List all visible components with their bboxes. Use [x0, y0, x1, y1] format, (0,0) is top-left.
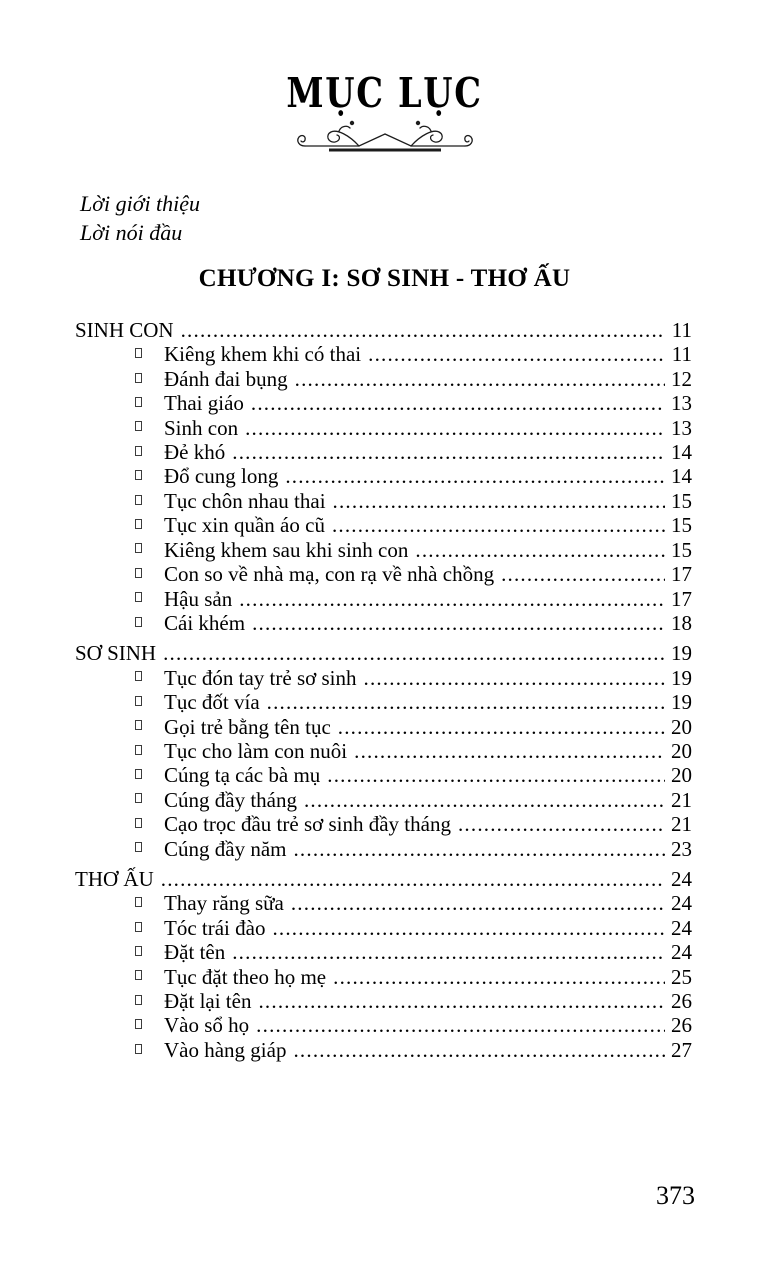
toc-item-row	[75, 342, 692, 366]
square-bullet-icon	[135, 745, 142, 755]
toc-item-row	[75, 416, 692, 440]
dot-leader	[239, 587, 665, 611]
toc-entry-label: Sinh con	[164, 415, 239, 440]
toc-entry-label: Cúng tạ các bà mụ	[164, 763, 321, 788]
toc-item-row	[75, 916, 692, 940]
dot-leader	[333, 489, 665, 513]
dot-leader	[304, 788, 665, 812]
toc-entry-label: Gọi trẻ bằng tên tục	[164, 714, 331, 739]
toc-section-row	[75, 318, 692, 342]
toc-entry-label: Cạo trọc đầu trẻ sơ sinh đầy tháng	[164, 812, 451, 837]
dot-leader	[293, 837, 665, 861]
toc-entry-label: Đánh đai bụng	[164, 366, 288, 391]
dot-leader	[232, 440, 665, 464]
toc-entry-page: 27	[671, 1037, 692, 1062]
toc-item-row	[75, 489, 692, 513]
toc-entry-label: Đặt lại tên	[164, 989, 252, 1014]
toc-item-row	[75, 891, 692, 915]
dot-leader	[333, 965, 665, 989]
toc-item-row	[75, 715, 692, 739]
toc-entry-page: 19	[671, 641, 692, 666]
table-of-contents	[75, 318, 692, 1062]
toc-entry-label: Cúng đầy năm	[164, 836, 287, 861]
dot-leader	[272, 916, 665, 940]
toc-entry-label: Kiêng khem khi có thai	[164, 342, 362, 367]
flourish-divider-icon	[0, 119, 769, 163]
square-bullet-icon	[135, 421, 142, 431]
dot-leader	[285, 464, 665, 488]
square-bullet-icon	[135, 470, 142, 480]
dot-leader	[327, 763, 665, 787]
dot-leader	[256, 1013, 665, 1037]
toc-entry-label: SINH CON	[75, 318, 174, 343]
dot-leader	[291, 891, 665, 915]
square-bullet-icon	[135, 397, 142, 407]
toc-entry-label: Đổ cung long	[164, 464, 279, 489]
square-bullet-icon	[135, 373, 142, 383]
square-bullet-icon	[135, 348, 142, 358]
toc-item-row	[75, 1013, 692, 1037]
toc-entry-label: Con so về nhà mạ, con rạ về nhà chồng	[164, 562, 495, 587]
toc-entry-label: Đặt tên	[164, 940, 226, 965]
toc-entry-label: Tục đón tay trẻ sơ sinh	[164, 665, 357, 690]
toc-entry-label: Đẻ khó	[164, 440, 226, 465]
dot-leader	[181, 318, 665, 342]
toc-entry-page: 19	[671, 665, 692, 690]
toc-entry-page: 14	[671, 440, 692, 465]
toc-entry-page: 12	[671, 366, 692, 391]
square-bullet-icon	[135, 897, 142, 907]
dot-leader	[354, 739, 665, 763]
toc-item-row	[75, 562, 692, 586]
toc-item-row	[75, 812, 692, 836]
square-bullet-icon	[135, 519, 142, 529]
toc-entry-page: 24	[671, 891, 692, 916]
toc-entry-page: 13	[671, 391, 692, 416]
dot-leader	[364, 666, 666, 690]
square-bullet-icon	[135, 793, 142, 803]
dot-leader	[245, 416, 665, 440]
toc-entry-page: 20	[671, 714, 692, 739]
toc-entry-page: 24	[671, 915, 692, 940]
toc-item-row	[75, 391, 692, 415]
toc-section-row	[75, 867, 692, 891]
square-bullet-icon	[135, 696, 142, 706]
square-bullet-icon	[135, 592, 142, 602]
dot-leader	[501, 562, 665, 586]
toc-entry-label: Kiêng khem sau khi sinh con	[164, 537, 409, 562]
toc-entry-page: 17	[671, 586, 692, 611]
toc-entry-label: SƠ SINH	[75, 641, 157, 666]
square-bullet-icon	[135, 769, 142, 779]
square-bullet-icon	[135, 617, 142, 627]
toc-item-row	[75, 940, 692, 964]
toc-entry-page: 13	[671, 415, 692, 440]
toc-entry-label: Thay răng sữa	[164, 891, 284, 916]
toc-entry-label: Tục cho làm con nuôi	[164, 738, 348, 763]
toc-entry-page: 19	[671, 690, 692, 715]
square-bullet-icon	[135, 946, 142, 956]
dot-leader	[415, 538, 665, 562]
toc-item-row	[75, 611, 692, 635]
toc-entry-page: 20	[671, 763, 692, 788]
toc-entry-page: 25	[671, 964, 692, 989]
toc-item-row	[75, 538, 692, 562]
toc-entry-page: 17	[671, 562, 692, 587]
square-bullet-icon	[135, 446, 142, 456]
square-bullet-icon	[135, 995, 142, 1005]
toc-entry-page: 26	[671, 1013, 692, 1038]
toc-entry-label: THƠ ẤU	[75, 866, 154, 891]
toc-item-row	[75, 513, 692, 537]
toc-entry-label: Cái khém	[164, 610, 246, 635]
front-matter-line: Lời nói đầu	[80, 220, 183, 246]
book-page	[0, 69, 769, 1283]
toc-entry-page: 11	[671, 342, 692, 367]
dot-leader	[295, 367, 665, 391]
toc-entry-label: Cúng đầy tháng	[164, 787, 297, 812]
toc-entry-label: Hậu sản	[164, 586, 233, 611]
toc-entry-page: 21	[671, 787, 692, 812]
toc-entry-label: Tục xin quần áo cũ	[164, 513, 325, 538]
page-number: 373	[656, 1181, 695, 1210]
dot-leader	[252, 611, 665, 635]
toc-entry-page: 23	[671, 836, 692, 861]
page-title: MỤC LỤC	[286, 69, 483, 117]
square-bullet-icon	[135, 922, 142, 932]
square-bullet-icon	[135, 818, 142, 828]
toc-item-row	[75, 587, 692, 611]
dot-leader	[251, 391, 665, 415]
toc-entry-page: 11	[671, 318, 692, 343]
square-bullet-icon	[135, 495, 142, 505]
square-bullet-icon	[135, 543, 142, 553]
dot-leader	[232, 940, 665, 964]
dot-leader	[458, 812, 665, 836]
toc-entry-page: 21	[671, 812, 692, 837]
toc-entry-page: 20	[671, 738, 692, 763]
toc-item-row	[75, 1038, 692, 1062]
toc-entry-label: Tục chôn nhau thai	[164, 488, 326, 513]
toc-item-row	[75, 965, 692, 989]
toc-item-row	[75, 690, 692, 714]
toc-item-row	[75, 989, 692, 1013]
toc-entry-page: 24	[671, 866, 692, 891]
front-matter	[80, 189, 769, 247]
square-bullet-icon	[135, 720, 142, 730]
dot-leader	[163, 641, 665, 665]
square-bullet-icon	[135, 568, 142, 578]
square-bullet-icon	[135, 842, 142, 852]
toc-item-row	[75, 837, 692, 861]
toc-entry-label: Tục đốt vía	[164, 690, 260, 715]
toc-section-row	[75, 641, 692, 665]
toc-entry-label: Tóc trái đào	[164, 915, 266, 940]
square-bullet-icon	[135, 1044, 142, 1054]
toc-entry-label: Tục đặt theo họ mẹ	[164, 964, 327, 989]
toc-entry-page: 15	[671, 537, 692, 562]
dot-leader	[332, 513, 665, 537]
dot-leader	[258, 989, 665, 1013]
dot-leader	[267, 690, 665, 714]
toc-entry-label: Thai giáo	[164, 391, 244, 416]
toc-entry-page: 24	[671, 940, 692, 965]
toc-entry-label: Vào sổ họ	[164, 1013, 250, 1038]
toc-entry-page: 26	[671, 989, 692, 1014]
toc-entry-page: 15	[671, 488, 692, 513]
square-bullet-icon	[135, 970, 142, 980]
dot-leader	[293, 1038, 665, 1062]
dot-leader	[338, 715, 665, 739]
toc-entry-page: 14	[671, 464, 692, 489]
toc-item-row	[75, 739, 692, 763]
toc-item-row	[75, 763, 692, 787]
toc-item-row	[75, 367, 692, 391]
toc-item-row	[75, 666, 692, 690]
dot-leader	[368, 342, 665, 366]
toc-item-row	[75, 464, 692, 488]
toc-item-row	[75, 788, 692, 812]
front-matter-line: Lời giới thiệu	[80, 191, 201, 217]
toc-item-row	[75, 440, 692, 464]
dot-leader	[161, 867, 665, 891]
toc-entry-label: Vào hàng giáp	[164, 1037, 287, 1062]
square-bullet-icon	[135, 671, 142, 681]
chapter-heading: CHƯƠNG I: SƠ SINH - THƠ ẤU	[198, 265, 571, 293]
square-bullet-icon	[135, 1019, 142, 1029]
toc-entry-page: 15	[671, 513, 692, 538]
toc-entry-page: 18	[671, 610, 692, 635]
